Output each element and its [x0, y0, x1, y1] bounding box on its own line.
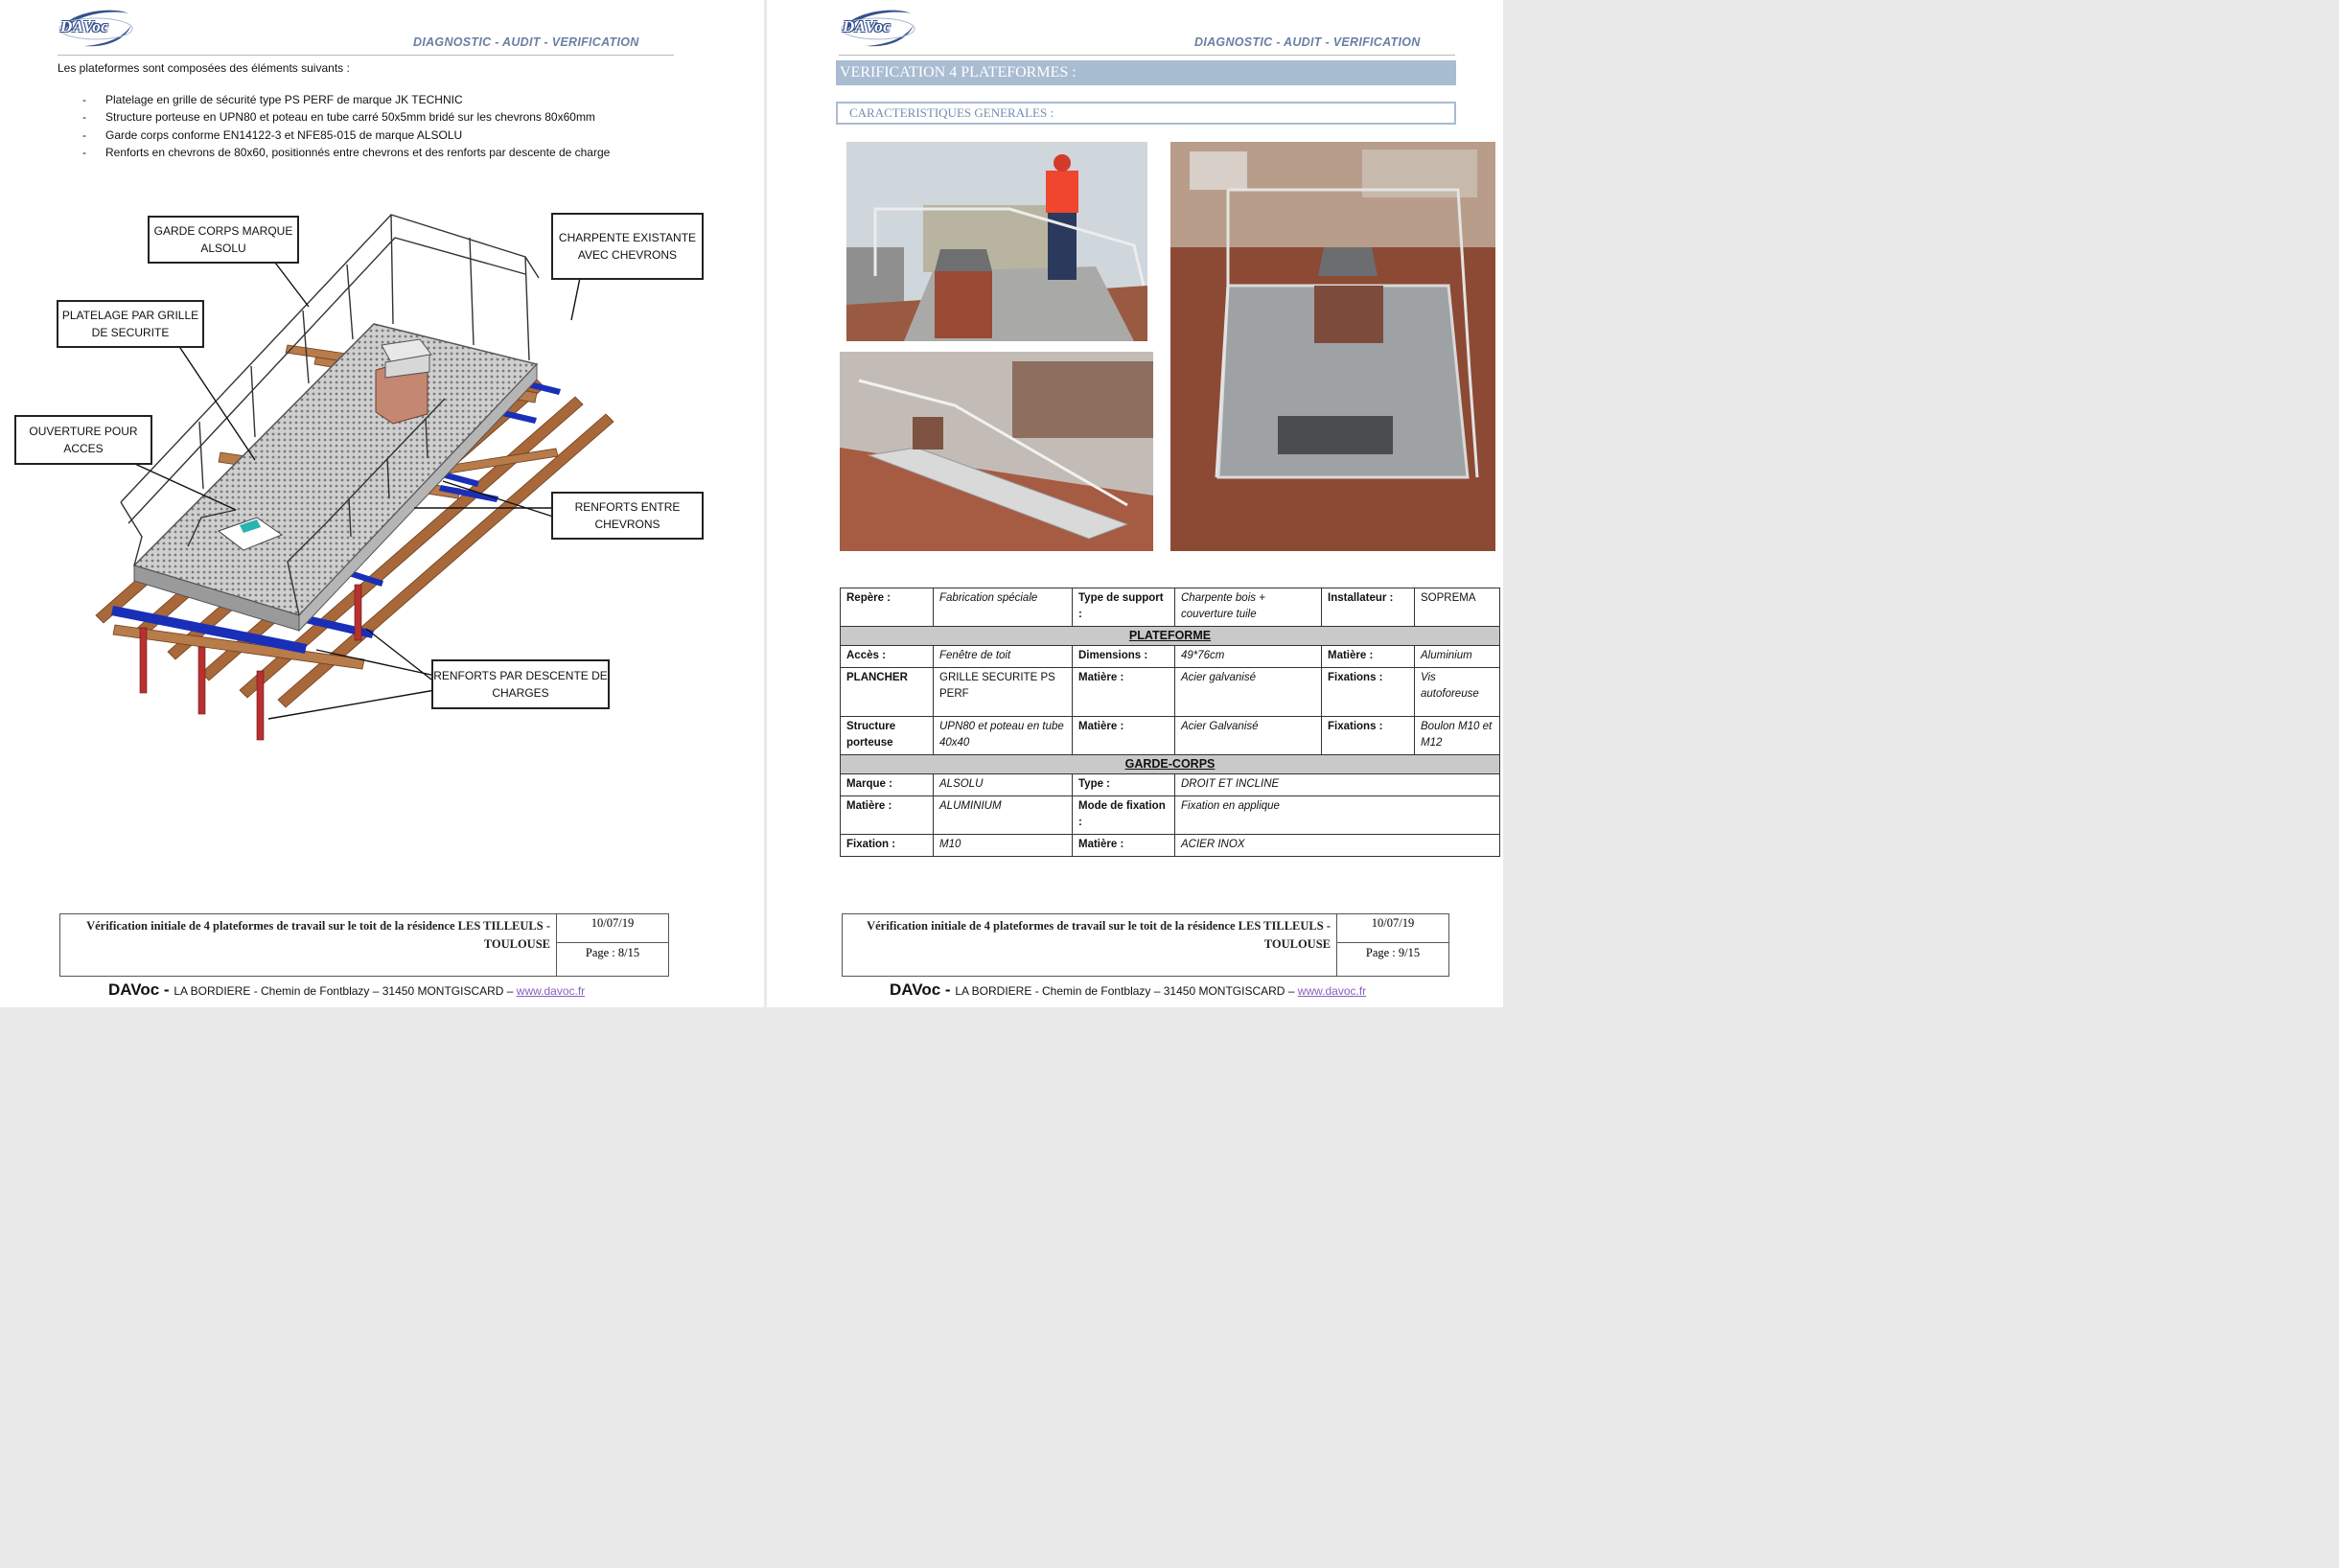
table-cell: Matière : [1073, 717, 1175, 755]
footer-date: 10/07/19 [557, 914, 668, 943]
header-title: DIAGNOSTIC - AUDIT - VERIFICATION [413, 35, 639, 49]
page-footer [842, 913, 1449, 977]
list-item: - Garde corps conforme EN14122-3 et NFE85-015 de marque ALSOLU [82, 127, 610, 144]
website-link[interactable]: www.davoc.fr [1297, 984, 1367, 998]
callout-ouverture: OUVERTURE POUR ACCES [14, 415, 152, 465]
table-cell: ALUMINIUM [934, 796, 1073, 835]
company-logo [838, 4, 916, 52]
table-cell: UPN80 et poteau en tube 40x40 [934, 717, 1073, 755]
company-logo [56, 4, 134, 52]
table-row [841, 774, 1500, 796]
footer-date: 10/07/19 [1337, 914, 1448, 943]
section-title: VERIFICATION 4 PLATEFORMES : [836, 60, 1456, 85]
table-cell: Fixations : [1322, 717, 1415, 755]
table-section-row [841, 755, 1500, 774]
website-link[interactable]: www.davoc.fr [516, 984, 586, 998]
platform-diagram [0, 201, 764, 757]
table-cell: Type : [1073, 774, 1175, 796]
callout-platelage: PLATELAGE PAR GRILLE DE SECURITE [57, 300, 204, 348]
photo-worker-platform [846, 142, 1147, 341]
table-row [841, 796, 1500, 835]
footer-document-title: Vérification initiale de 4 plateformes de travail sur le toit de la résidence LES TILLEULS - TOULOUSE [843, 914, 1337, 976]
table-cell: Boulon M10 et M12 [1415, 717, 1500, 755]
company-contact [890, 980, 1366, 1000]
callout-renforts-charges: RENFORTS PAR DESCENTE DE CHARGES [431, 659, 610, 709]
table-cell: SOPREMA [1415, 588, 1500, 627]
table-cell: DROIT ET INCLINE [1175, 774, 1500, 796]
table-cell: Installateur : [1322, 588, 1415, 627]
table-cell: Acier galvanisé [1175, 668, 1322, 717]
table-cell: Fixations : [1322, 668, 1415, 717]
photo-inclined-platform [840, 352, 1153, 551]
callout-renforts-chevrons: RENFORTS ENTRE CHEVRONS [551, 492, 704, 540]
document-page-9 [767, 0, 1503, 1007]
table-row [841, 668, 1500, 717]
list-item: - Structure porteuse en UPN80 et poteau en tube carré 50x5mm bridé sur les chevrons 80x60mm [82, 108, 610, 126]
table-row [841, 588, 1500, 627]
table-cell: Charpente bois + couverture tuile [1175, 588, 1322, 627]
table-row [841, 646, 1500, 668]
logo-text: DAVoc [843, 17, 892, 35]
photo-platform-top-view [1170, 142, 1495, 551]
table-cell: Mode de fixation : [1073, 796, 1175, 835]
intro-text: Les plateformes sont composées des éléments suivants : [58, 61, 350, 75]
table-cell: Accès : [841, 646, 934, 668]
company-address: LA BORDIERE - Chemin de Fontblazy – 31450 MONTGISCARD – [955, 984, 1298, 998]
table-row [841, 717, 1500, 755]
deck-grating [134, 324, 537, 615]
header-rule [839, 55, 1455, 56]
table-cell: Type de support : [1073, 588, 1175, 627]
list-item: - Renforts en chevrons de 80x60, positionnés entre chevrons et des renforts par descente de charge [82, 144, 610, 161]
table-cell: ALSOLU [934, 774, 1073, 796]
table-cell: Structure porteuse [841, 717, 934, 755]
table-cell: Fixation : [841, 835, 934, 857]
table-cell: Fenêtre de toit [934, 646, 1073, 668]
table-cell: Marque : [841, 774, 934, 796]
table-row [841, 835, 1500, 857]
table-cell: Matière : [1073, 835, 1175, 857]
table-cell: Dimensions : [1073, 646, 1175, 668]
header-title: DIAGNOSTIC - AUDIT - VERIFICATION [1194, 35, 1421, 49]
table-cell: Matière : [1073, 668, 1175, 717]
page-footer [59, 913, 669, 977]
company-name: DAVoc - [890, 980, 956, 999]
specifications-table [840, 588, 1500, 857]
table-cell: Fixation en applique [1175, 796, 1500, 835]
table-cell: ACIER INOX [1175, 835, 1500, 857]
list-item: - Platelage en grille de sécurité type PS PERF de marque JK TECHNIC [82, 91, 610, 108]
table-cell: PLANCHER [841, 668, 934, 717]
section-header-garde-corps: GARDE-CORPS [841, 755, 1500, 774]
logo-text: DAVoc [60, 17, 109, 35]
footer-page-number: Page : 9/15 [1365, 946, 1421, 959]
section-header-plateforme: PLATEFORME [841, 627, 1500, 646]
company-name: DAVoc - [108, 980, 174, 999]
table-cell: Vis autoforeuse [1415, 668, 1500, 717]
table-cell: 49*76cm [1175, 646, 1322, 668]
table-cell: Matière : [841, 796, 934, 835]
footer-page-number: Page : 8/15 [585, 946, 640, 959]
table-cell: Repère : [841, 588, 934, 627]
table-cell: M10 [934, 835, 1073, 857]
table-cell: Fabrication spéciale [934, 588, 1073, 627]
table-section-row [841, 627, 1500, 646]
document-page-8 [0, 0, 764, 1007]
table-cell: Aluminium [1415, 646, 1500, 668]
table-cell: GRILLE SECURITE PS PERF [934, 668, 1073, 717]
footer-document-title: Vérification initiale de 4 plateformes de travail sur le toit de la résidence LES TILLEULS - TOULOUSE [60, 914, 557, 976]
subsection-title: CARACTERISTIQUES GENERALES : [836, 102, 1456, 125]
company-address: LA BORDIERE - Chemin de Fontblazy – 31450 MONTGISCARD – [174, 984, 517, 998]
callout-garde-corps: GARDE CORPS MARQUE ALSOLU [148, 216, 299, 264]
component-list [82, 91, 610, 161]
callout-charpente: CHARPENTE EXISTANTE AVEC CHEVRONS [551, 213, 704, 280]
company-contact [108, 980, 585, 1000]
table-cell: Matière : [1322, 646, 1415, 668]
table-cell: Acier Galvanisé [1175, 717, 1322, 755]
header-rule [58, 55, 674, 56]
